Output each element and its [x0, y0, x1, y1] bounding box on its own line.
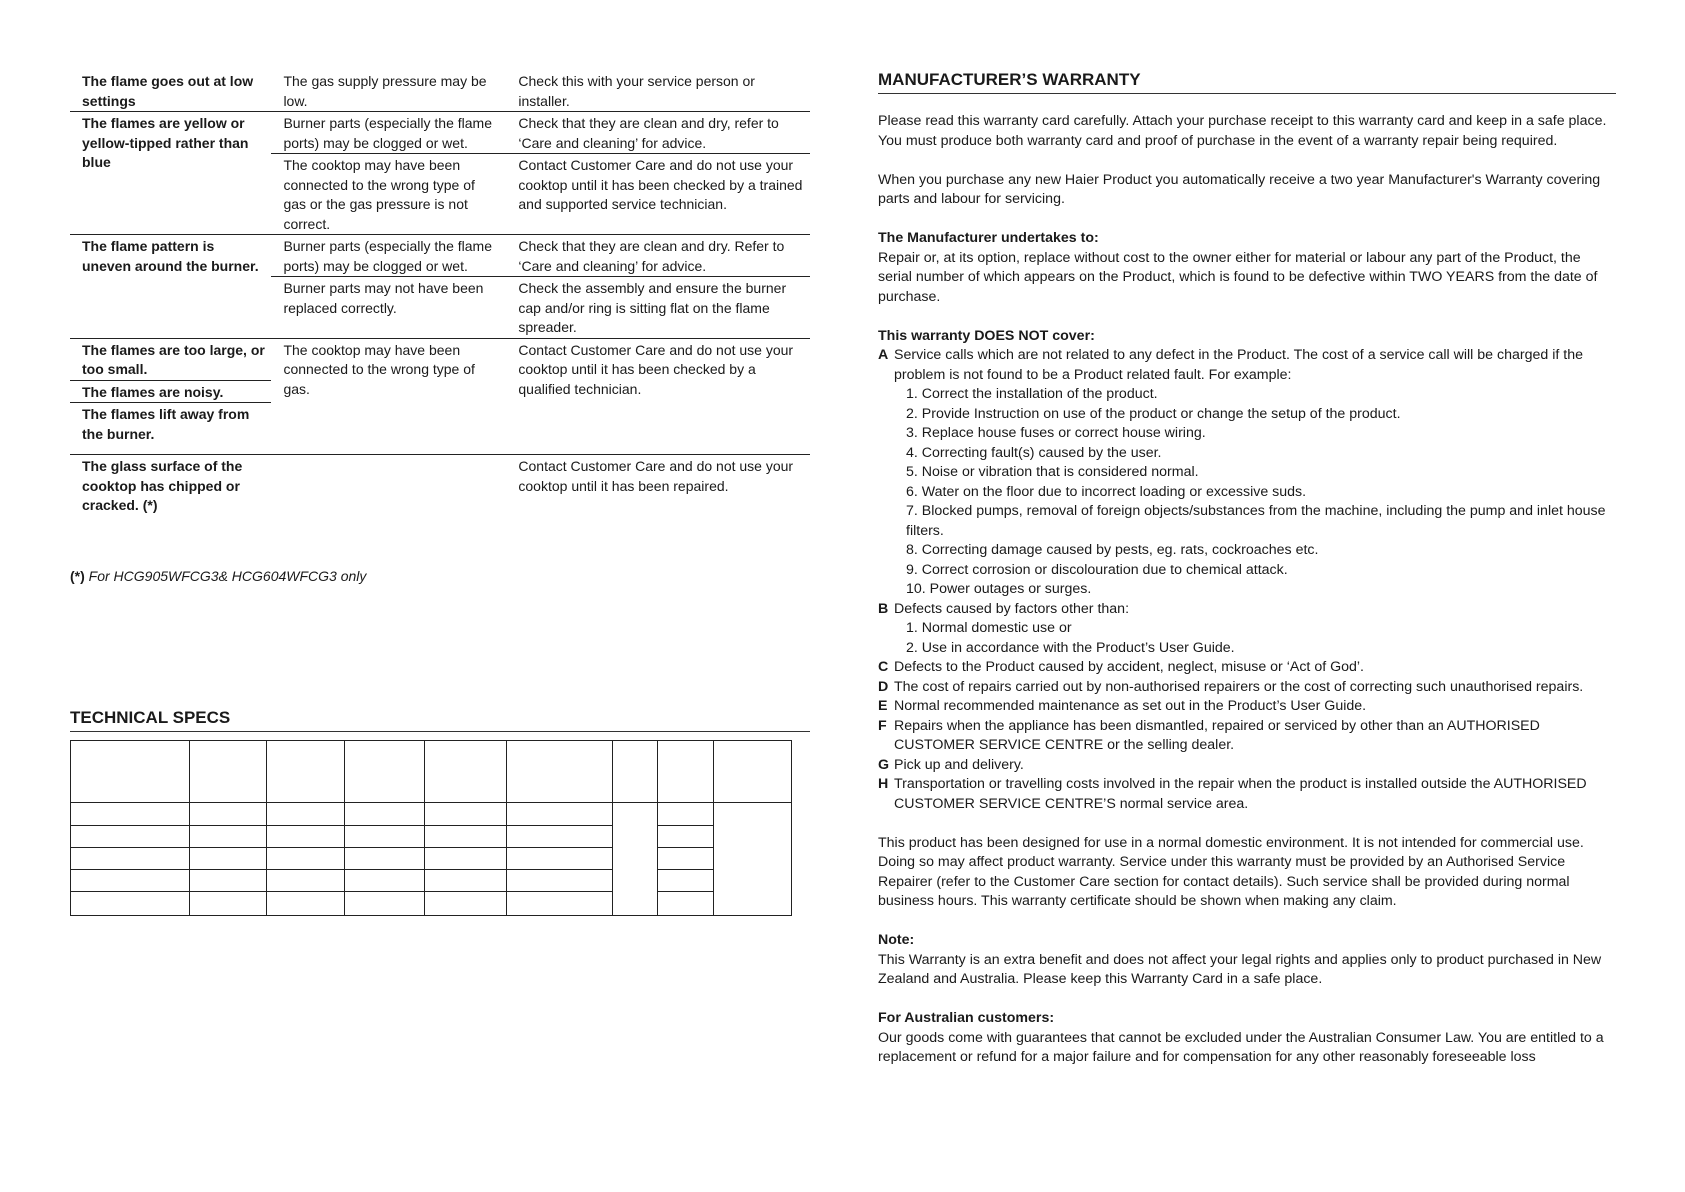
exclusion-b: B Defects caused by factors other than: — [878, 600, 1130, 617]
table-row — [71, 803, 792, 826]
solution-cell: Check that they are clean and dry. Refer to ‘Care and cleaning’ for advice. — [506, 235, 810, 277]
table-row — [71, 892, 792, 916]
problem-cell: The flames are too large, or too small. — [70, 338, 271, 380]
aus-title: For Australian customers: — [878, 1010, 1055, 1026]
undertakes-text: Repair or, at its option, replace without cost to the owner either for material or labour any part of the Product, the serial number of which appears on the Product, which is found to be defective within TWO YEARS from the date of purchase. — [878, 249, 1598, 305]
domestic-use-text: This product has been designed for use in a normal domestic environment. It is not intended for commercial use. Doing so may affect product warranty. Service under this warranty must be provided by an Authorised Service Repairer (refer to the Customer Care section for contact details). Such service shall be provided during normal business hours. This warranty certificate should be shown when making any claim. — [878, 834, 1584, 909]
list-item: 10. Power outages or surges. — [906, 581, 1092, 597]
table-row — [71, 826, 792, 848]
aus-text: Our goods come with guarantees that cannot be excluded under the Australian Consumer Law. You are entitled to a replacement or refund for a major failure and for compensation for any other reasonably foreseeable loss — [878, 1029, 1604, 1065]
exclusion-a: A Service calls which are not related to any defect in the Product. The cost of a service call will be charged if the problem is not found to be a Product related fault. For example: — [878, 347, 1583, 383]
warranty-body — [878, 112, 1616, 1068]
cause-cell — [271, 455, 506, 516]
solution-cell: Check that they are clean and dry, refer to ‘Care and cleaning’ for advice. — [506, 112, 810, 154]
problem-cell: The flame pattern is uneven around the burner. — [70, 235, 271, 339]
table-row — [70, 70, 810, 112]
list-item: 1. Correct the installation of the product. — [906, 386, 1158, 402]
cause-cell: Burner parts (especially the flame ports) may be clogged or wet. — [271, 112, 506, 154]
footnote-text: For HCG905WFCG3& HCG604WFCG3 only — [84, 568, 367, 584]
exclusion-e: E Normal recommended maintenance as set out in the Product’s User Guide. — [878, 698, 1367, 714]
exclusion-h: H Transportation or travelling costs involved in the repair when the product is installed outside the AUTHORISED CUSTOMER SERVICE CENTRE’S normal service area. — [878, 776, 1587, 812]
solution-cell: Check the assembly and ensure the burner cap and/or ring is sitting flat on the flame spreader. — [506, 277, 810, 339]
specs-table — [70, 740, 792, 916]
exclusion-f: F Repairs when the appliance has been dismantled, repaired or serviced by other than an AUTHORISED CUSTOMER SERVICE CENTRE or the selling dealer. — [878, 717, 1540, 753]
problem-cell: The flames are yellow or yellow-tipped rather than blue — [70, 112, 271, 235]
technical-specs-heading: TECHNICAL SPECS — [70, 708, 810, 732]
note-text: This Warranty is an extra benefit and does not affect your legal rights and applies only to product purchased in New Zealand and Australia. Please keep this Warranty Card in a safe place. — [878, 951, 1602, 987]
cause-cell: Burner parts (especially the flame ports) may be clogged or wet. — [271, 235, 506, 277]
cause-cell: Burner parts may not have been replaced correctly. — [271, 277, 506, 339]
footnote — [70, 568, 366, 584]
exclusion-d: D The cost of repairs carried out by non-authorised repairers or the cost of correcting such unauthorised repairs. — [878, 678, 1584, 695]
left-page — [70, 70, 810, 727]
table-row — [70, 112, 810, 154]
footnote-marker: (*) — [70, 568, 85, 584]
solution-cell: Contact Customer Care and do not use your cooktop until it has been checked by a trained and supported service technician. — [506, 154, 810, 235]
solution-cell: Check this with your service person or installer. — [518, 73, 755, 109]
list-item: 3. Replace house fuses or correct house wiring. — [906, 425, 1206, 441]
cause-cell: The gas supply pressure may be low. — [283, 73, 487, 109]
technical-specs-section — [70, 708, 810, 916]
list-item: 1. Normal domestic use or — [906, 620, 1072, 636]
list-item: 9. Correct corrosion or discolouration due to chemical attack. — [906, 561, 1288, 578]
solution-cell: Contact Customer Care and do not use your cooktop until it has been repaired. — [506, 455, 810, 516]
list-item: 4. Correcting fault(s) caused by the user. — [906, 444, 1162, 461]
problem-cell: The flames are noisy. — [70, 380, 271, 403]
list-item: 8. Correcting damage caused by pests, eg. rats, cockroaches etc. — [906, 542, 1319, 558]
table-row — [71, 870, 792, 892]
table-row — [70, 338, 810, 380]
table-row — [71, 741, 792, 803]
table-row — [70, 235, 810, 277]
list-item: 6. Water on the floor due to incorrect loading or excessive suds. — [906, 483, 1307, 500]
problem-cell: The flames lift away from the burner. — [70, 403, 271, 455]
problem-cell: The glass surface of the cooktop has chipped or cracked. (*) — [70, 455, 271, 516]
cause-cell: The cooktop may have been connected to the wrong type of gas or the gas pressure is not correct. — [271, 154, 506, 235]
undertakes-title: The Manufacturer undertakes to: — [878, 230, 1099, 246]
exclusion-g: G Pick up and delivery. — [878, 756, 1024, 773]
table-row — [70, 455, 810, 516]
note-title: Note: — [878, 932, 915, 948]
right-page — [878, 70, 1616, 1068]
cause-cell: The cooktop may have been connected to the wrong type of gas. — [271, 338, 506, 455]
list-item: 7. Blocked pumps, removal of foreign objects/substances from the machine, including the pump and inlet house filters. — [906, 503, 1606, 539]
solution-cell: Contact Customer Care and do not use your cooktop until it has been checked by a qualified technician. — [506, 338, 810, 455]
table-row — [71, 848, 792, 870]
list-item: 2. Provide Instruction on use of the product or change the setup of the product. — [906, 405, 1401, 422]
list-item: 2. Use in accordance with the Product’s User Guide. — [906, 639, 1235, 656]
warranty-intro: Please read this warranty card carefully. Attach your purchase receipt to this warranty card and keep in a safe place. You must produce both warranty card and proof of purchase in the event of a warranty repair being required. — [878, 113, 1607, 149]
not-cover-title: This warranty DOES NOT cover: — [878, 327, 1095, 344]
warranty-auto: When you purchase any new Haier Product you automatically receive a two year Manufacturer's Warranty covering parts and labour for servicing. — [878, 171, 1601, 207]
list-item: 5. Noise or vibration that is considered normal. — [906, 464, 1199, 480]
exclusion-c: C Defects to the Product caused by accident, neglect, misuse or ‘Act of God’. — [878, 659, 1365, 675]
problem-cell: The flame goes out at low settings — [82, 73, 254, 109]
warranty-heading: MANUFACTURER’S WARRANTY — [878, 70, 1616, 94]
troubleshooting-table — [70, 70, 810, 516]
